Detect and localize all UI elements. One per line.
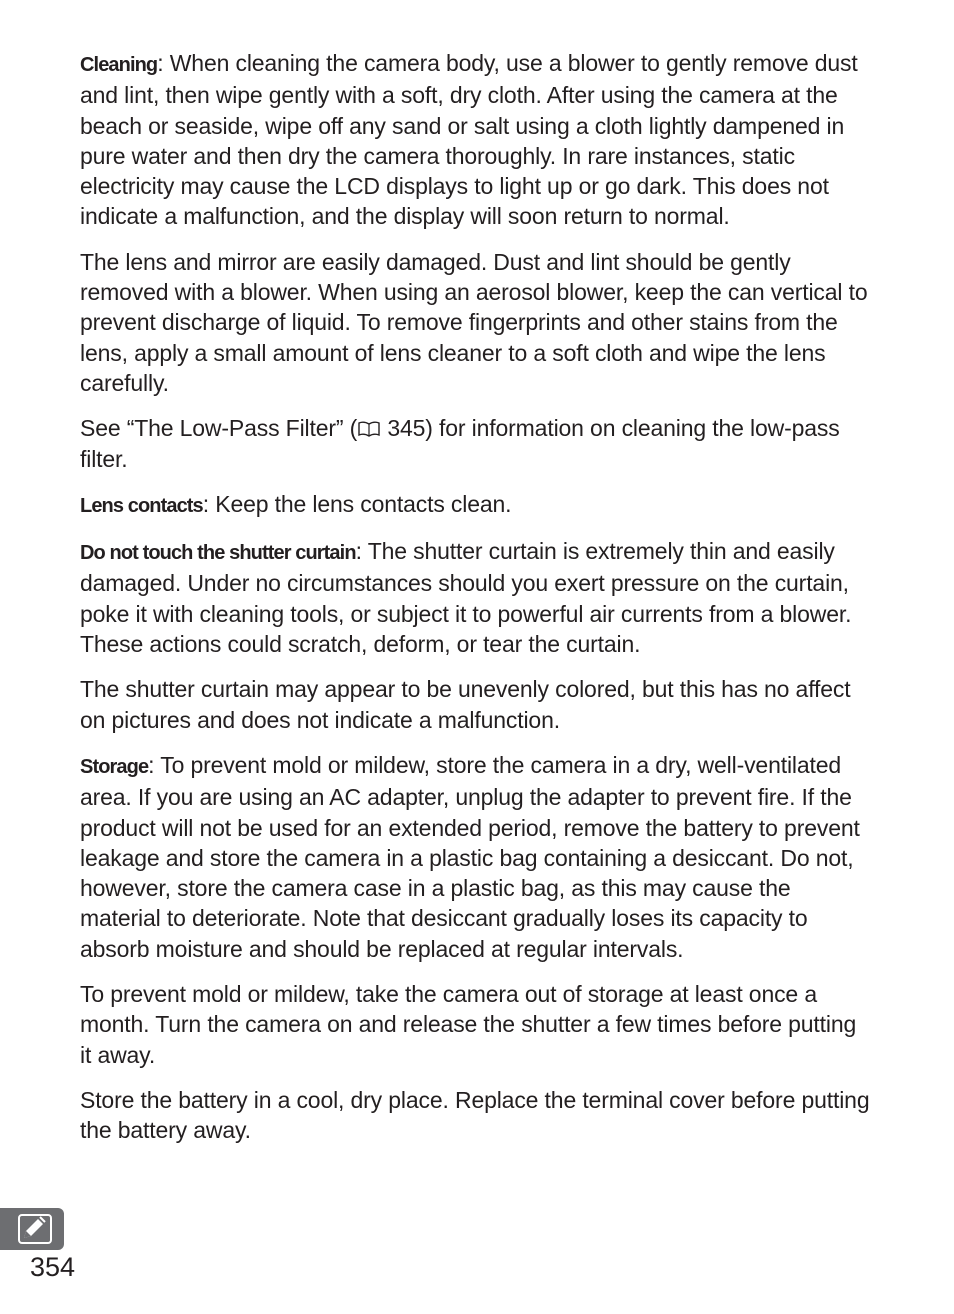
storage-paragraph: [80, 750, 870, 964]
paragraph-text: The lens and mirror are easily damaged. Dust and lint should be gently removed with a blower. When using an aerosol blower, keep the can vertical to prevent discharge of liquid. To remove fingerprints and other stains from the lens, apply a small amount of lens cleaner to a soft cloth and wipe the lens carefully.: [80, 248, 868, 396]
paragraph-text: : Keep the lens contacts clean.: [202, 490, 512, 517]
cross-reference-link[interactable]: 345) for information on cleaning the low-pass filter.: [80, 415, 840, 472]
mold-prevention-paragraph: [80, 979, 870, 1070]
paragraph-text: To prevent mold or mildew, take the camera out of storage at least once a month. Turn the camera on and release the shutter a few times before putting it away.: [80, 981, 857, 1068]
paragraph-heading: Storage: [80, 755, 149, 778]
document-body: [80, 48, 870, 1161]
paragraph-text: See “The Low-Pass Filter” (: [80, 415, 358, 442]
lens-mirror-paragraph: [80, 247, 870, 398]
book-icon: [358, 421, 380, 437]
page-number: 354: [30, 1252, 76, 1282]
paragraph-text: : The shutter curtain is extremely thin and easily damaged. Under no circumstances should you exert pressure on the curtain, poke it with cleaning tools, or subject it to powerful air currents from a blower. These actions could scratch, deform, or tear the curtain.: [80, 538, 852, 658]
paragraph-text: : To prevent mold or mildew, store the camera in a dry, well-ventilated area. If you are using an AC adapter, unplug the adapter to prevent fire. If the product will not be used for an extended period, remove the battery to prevent leakage and store the camera in a plastic bag containing a desiccant. Do not, however, store the camera case in a plastic bag, as this may cause the material to deteriorate. Note that desiccant gradually loses its capacity to absorb moisture and should be replaced at regular intervals.: [80, 751, 860, 962]
paragraph-text: Store the battery in a cool, dry place. Replace the terminal cover before putting the battery away.: [80, 1086, 870, 1144]
shutter-curtain-paragraph: [80, 536, 870, 659]
cleaning-paragraph: [80, 48, 870, 232]
paragraph-heading: Lens contacts: [80, 494, 203, 517]
pencil-icon: [18, 1214, 52, 1244]
section-tab[interactable]: [0, 1208, 64, 1250]
paragraph-heading: Cleaning: [80, 54, 158, 76]
paragraph-heading: Do not touch the shutter curtain: [80, 542, 356, 565]
paragraph-text: : When cleaning the camera body, use a blower to gently remove dust and lint, then wipe gently with a soft, dry cloth. After using the camera at the beach or seaside, wipe off any sand or salt using a cloth lightly dampened in pure water and then dry the camera thoroughly. In rare instances, static electricity may cause the LCD displays to light up or go dark. This does not indicate a malfunction, and the display will soon return to normal.: [80, 50, 858, 230]
paragraph-text: The shutter curtain may appear to be unevenly colored, but this has no affect on pictures and does not indicate a malfunction.: [80, 676, 851, 733]
lens-contacts-paragraph: [80, 489, 870, 521]
low-pass-filter-paragraph: [80, 413, 870, 474]
shutter-color-paragraph: [80, 674, 870, 735]
battery-storage-paragraph: [80, 1085, 870, 1146]
